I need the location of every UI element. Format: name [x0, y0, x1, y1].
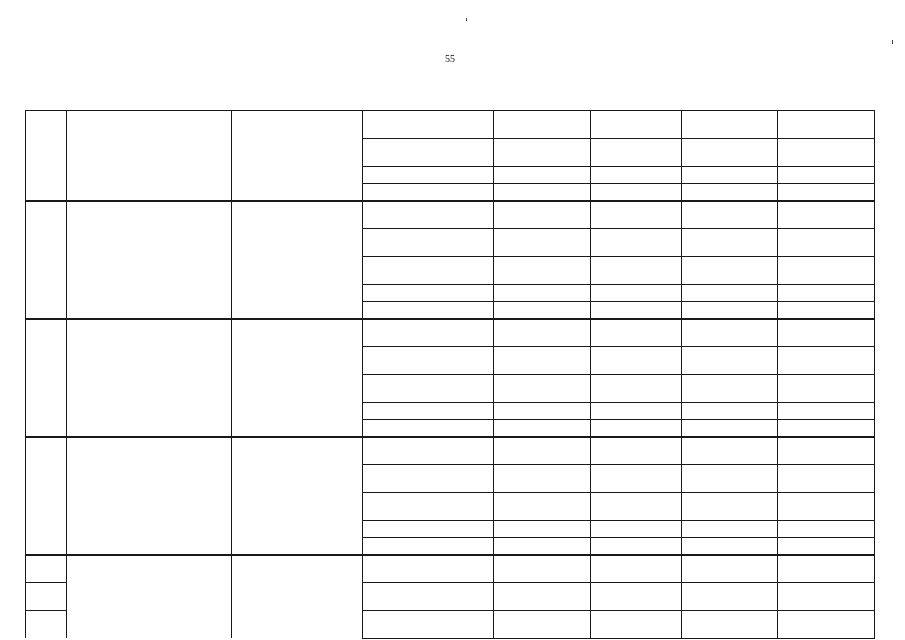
table-rule — [681, 110, 682, 638]
table-rule — [362, 166, 875, 167]
table-rule — [362, 228, 875, 229]
table-rule — [362, 138, 875, 139]
table-rule — [25, 110, 26, 638]
table-rule — [362, 638, 875, 639]
table-rule — [362, 464, 875, 465]
table-rule — [362, 537, 875, 538]
table-rule — [590, 110, 591, 638]
table-rule — [362, 492, 875, 493]
table-rule — [362, 284, 875, 285]
table-rule — [25, 318, 363, 320]
table-rule — [362, 318, 875, 320]
table-rule — [362, 520, 875, 521]
table-rule — [25, 554, 363, 556]
scan-speck — [466, 18, 467, 21]
table-rule — [362, 554, 875, 556]
table-rule — [362, 183, 875, 184]
table-rule — [25, 110, 875, 111]
table-rule — [362, 346, 875, 347]
table-rule — [777, 110, 778, 638]
table-rule — [25, 436, 363, 438]
page-number: 55 — [445, 54, 455, 65]
table-rule — [231, 110, 232, 638]
table-rule — [25, 200, 363, 202]
table-rule — [362, 256, 875, 257]
table-rule — [493, 110, 494, 638]
table-rule — [362, 110, 363, 638]
table-rule — [362, 610, 875, 611]
table-rule — [362, 419, 875, 420]
table-rule — [874, 110, 875, 638]
table-rule — [362, 374, 875, 375]
table-rule — [66, 110, 67, 638]
table-rule — [362, 402, 875, 403]
table-rule — [362, 200, 875, 202]
table-rule — [362, 301, 875, 302]
table-rule — [362, 436, 875, 438]
table-rule — [362, 582, 875, 583]
scan-speck — [892, 40, 893, 44]
table-rule — [25, 610, 67, 611]
table-rule — [25, 582, 67, 583]
